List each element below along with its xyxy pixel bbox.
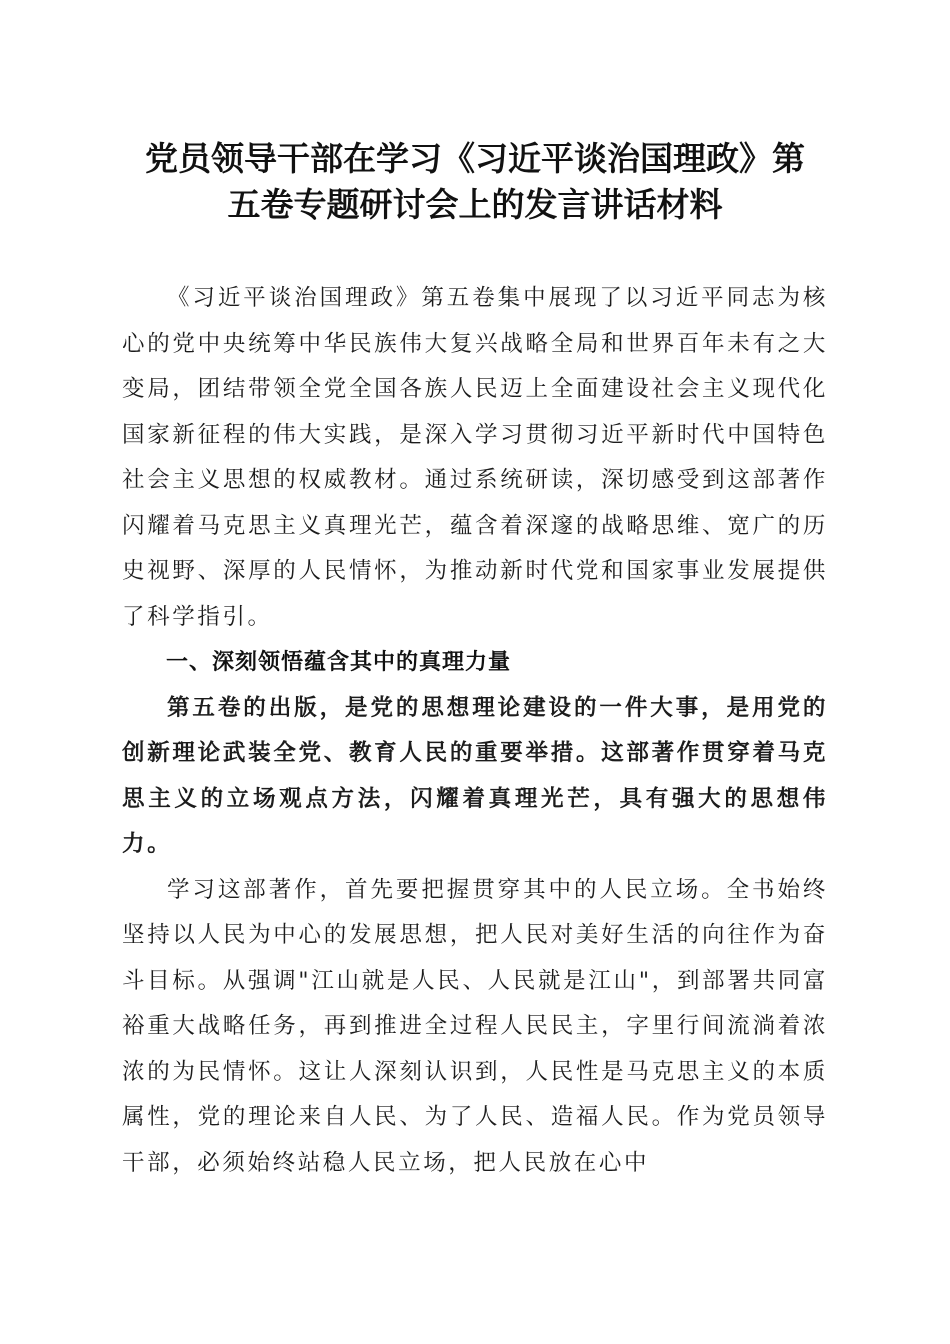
section-1-paragraph-2: 学习这部著作，首先要把握贯穿其中的人民立场。全书始终坚持以人民为中心的发展思想，把人民对美好生活的向往作为奋斗目标。从强调"江山就是人民、人民就是江山"，到部署共同富裕重大战略任务，再到推进全过程人民民主，字里行间流淌着浓浓的为民情怀。这让人深刻认识到，人民性是马克思主义的本质属性，党的理论来自人民、为了人民、造福人民。作为党员领导干部，必须始终站稳人民立场，把人民放在心中	[122, 876, 828, 1176]
intro-paragraph: 《习近平谈治国理政》第五卷集中展现了以习近平同志为核心的党中央统筹中华民族伟大复兴战略全局和世界百年未有之大变局，团结带领全党全国各族人民迈上全面建设社会主义现代化国家新征程的伟大实践，是深入学习贯彻习近平新时代中国特色社会主义思想的权威教材。通过系统研读，深切感受到这部著作闪耀着马克思主义真理光芒，蕴含着深邃的战略思维、宽广的历史视野、深厚的人民情怀，为推动新时代党和国家事业发展提供了科学指引。	[122, 285, 828, 630]
title-line-1: 党员领导干部在学习《习近平谈治国理政》第	[145, 139, 805, 178]
title-line-2: 五卷专题研讨会上的发言讲话材料	[227, 185, 723, 224]
document-body	[122, 276, 828, 1186]
section-1-paragraph-1: 第五卷的出版，是党的思想理论建设的一件大事，是用党的创新理论武装全党、教育人民的重要举措。这部著作贯穿着马克思主义的立场观点方法，闪耀着真理光芒，具有强大的思想伟力。	[122, 694, 828, 857]
document-title	[110, 136, 840, 228]
section-heading-1: 一、深刻领悟蕴含其中的真理力量	[166, 650, 512, 675]
